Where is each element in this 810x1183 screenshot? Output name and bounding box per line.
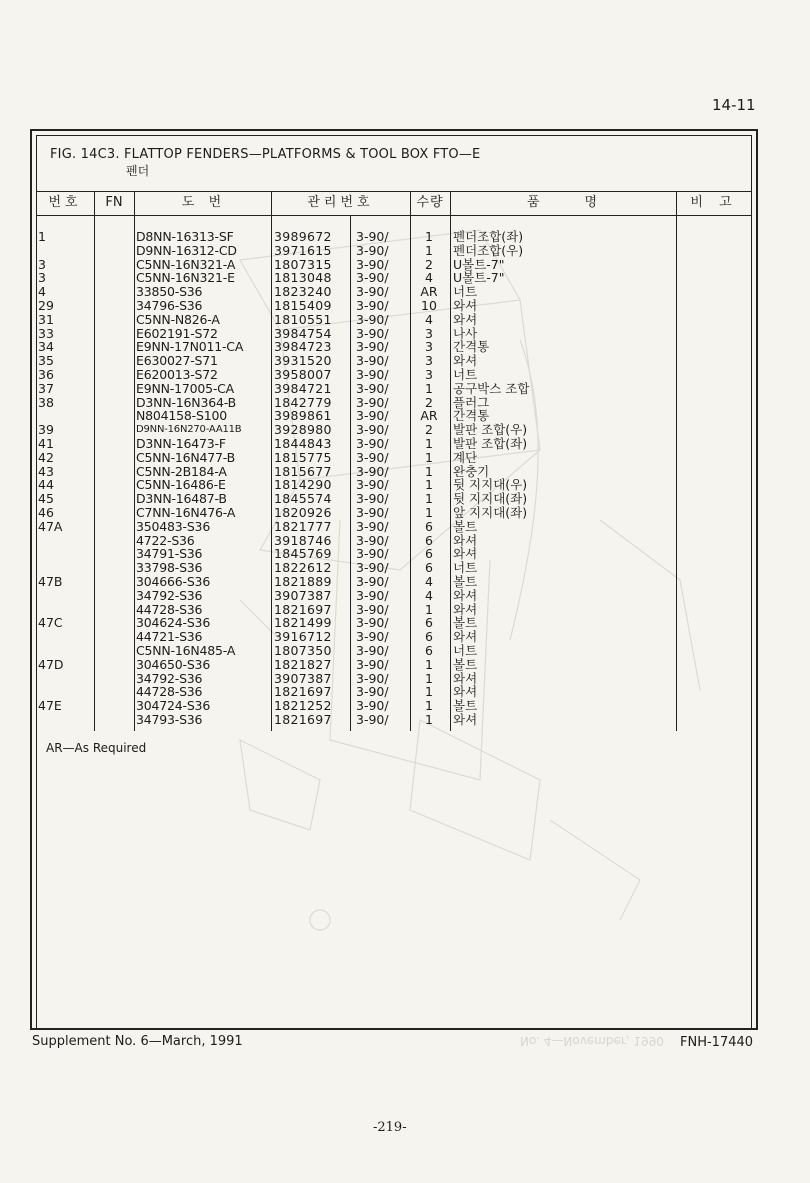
row-description: 너트 bbox=[453, 284, 478, 300]
row-quantity: 6 bbox=[425, 629, 433, 645]
row-description: U볼트-7" bbox=[453, 270, 505, 286]
row-key-number: 36 bbox=[38, 367, 54, 382]
table-row bbox=[0, 644, 760, 658]
row-part-number: 304724-S36 bbox=[136, 698, 211, 714]
row-ref-number: 3918746 bbox=[274, 532, 332, 548]
row-revision: 3-90/ bbox=[356, 587, 389, 603]
row-revision: 3-90/ bbox=[356, 518, 389, 534]
row-revision: 3-90/ bbox=[356, 684, 389, 700]
row-quantity: 3 bbox=[425, 353, 433, 369]
row-key-number: 41 bbox=[38, 436, 54, 451]
row-ref-number: 3984723 bbox=[274, 339, 332, 355]
row-part-number: C5NN-2B184-A bbox=[136, 463, 227, 479]
row-ref-number: 1842779 bbox=[274, 394, 332, 410]
row-ref-number: 3984721 bbox=[274, 380, 332, 396]
row-ref-number: 3928980 bbox=[274, 422, 332, 438]
row-revision: 3-90/ bbox=[356, 656, 389, 672]
row-quantity: 2 bbox=[425, 256, 433, 272]
row-description: 계단 bbox=[453, 449, 478, 465]
row-description: 뒷 지지대(우) bbox=[453, 477, 528, 493]
row-part-number: 34796-S36 bbox=[136, 298, 203, 313]
table-row bbox=[0, 299, 760, 313]
row-ref-number: 1821697 bbox=[274, 712, 332, 727]
row-part-number: 44721-S36 bbox=[136, 629, 203, 645]
row-quantity: 2 bbox=[425, 394, 433, 410]
table-row bbox=[0, 368, 760, 382]
row-quantity: 6 bbox=[425, 643, 433, 658]
row-description: 와셔 bbox=[453, 546, 478, 562]
row-quantity: 4 bbox=[425, 587, 433, 603]
row-key-number: 45 bbox=[38, 491, 54, 507]
row-key-number: 47B bbox=[38, 574, 63, 589]
row-description: 와셔 bbox=[453, 684, 478, 700]
row-ref-number: 1821697 bbox=[274, 684, 332, 700]
row-quantity: 1 bbox=[425, 505, 433, 520]
row-part-number: C5NN-N826-A bbox=[136, 311, 220, 327]
row-revision: 3-90/ bbox=[356, 339, 389, 355]
row-key-number: 47C bbox=[38, 615, 63, 631]
row-revision: 3-90/ bbox=[356, 477, 389, 493]
row-ref-number: 1821777 bbox=[274, 518, 332, 534]
row-description: 펜더조합(좌) bbox=[453, 229, 524, 244]
row-quantity: 2 bbox=[425, 422, 433, 438]
table-row bbox=[0, 589, 760, 603]
row-part-number: E9NN-17005-CA bbox=[136, 380, 235, 396]
header-remarks: 비 고 bbox=[690, 195, 738, 210]
row-key-number: 43 bbox=[38, 463, 54, 479]
row-revision: 3-90/ bbox=[356, 380, 389, 396]
row-part-number: E630027-S71 bbox=[136, 353, 218, 369]
row-part-number: 4722-S36 bbox=[136, 532, 195, 548]
row-key-number: 38 bbox=[38, 394, 54, 410]
row-quantity: 6 bbox=[425, 560, 433, 576]
row-description: 볼트 bbox=[453, 656, 478, 672]
row-revision: 3-90/ bbox=[356, 546, 389, 562]
row-quantity: 3 bbox=[425, 325, 433, 341]
row-ref-number: 3907387 bbox=[274, 670, 332, 686]
table-row bbox=[0, 713, 760, 727]
row-revision: 3-90/ bbox=[356, 284, 389, 300]
row-ref-number: 1813048 bbox=[274, 270, 332, 286]
row-quantity: 6 bbox=[425, 546, 433, 562]
row-revision: 3-90/ bbox=[356, 629, 389, 645]
row-part-number: 350483-S36 bbox=[136, 518, 211, 534]
figure-subtitle: 펜더 bbox=[126, 164, 150, 178]
row-part-number: E602191-S72 bbox=[136, 325, 218, 341]
page-ref: 14-11 bbox=[712, 96, 756, 114]
row-description: 발판 조합(좌) bbox=[453, 436, 528, 451]
row-ref-number: 1820926 bbox=[274, 505, 332, 520]
table-row bbox=[0, 451, 760, 465]
row-ref-number: 1845769 bbox=[274, 546, 332, 562]
row-ref-number: 1821827 bbox=[274, 656, 332, 672]
row-part-number: E620013-S72 bbox=[136, 367, 218, 382]
row-ref-number: 3907387 bbox=[274, 587, 332, 603]
row-part-number: C5NN-16N321-E bbox=[136, 270, 235, 286]
row-quantity: 1 bbox=[425, 477, 433, 493]
row-ref-number: 3984754 bbox=[274, 325, 332, 341]
header-description: 품 명 bbox=[526, 195, 600, 210]
row-part-number: C5NN-16N477-B bbox=[136, 449, 236, 465]
row-ref-number: 1815775 bbox=[274, 449, 332, 465]
row-key-number: 29 bbox=[38, 298, 54, 313]
row-revision: 3-90/ bbox=[356, 449, 389, 465]
row-part-number: D3NN-16487-B bbox=[136, 491, 227, 507]
row-description: 와셔 bbox=[453, 532, 478, 548]
row-revision: 3-90/ bbox=[356, 422, 389, 438]
row-revision: 3-90/ bbox=[356, 574, 389, 589]
row-quantity: 3 bbox=[425, 339, 433, 355]
row-part-number: 34793-S36 bbox=[136, 712, 203, 727]
row-part-number: 44728-S36 bbox=[136, 684, 203, 700]
row-part-number: C7NN-16N476-A bbox=[136, 505, 236, 520]
row-quantity: 1 bbox=[425, 242, 433, 258]
row-description: 와셔 bbox=[453, 298, 478, 313]
row-ref-number: 3931520 bbox=[274, 353, 332, 369]
row-revision: 3-90/ bbox=[356, 532, 389, 548]
row-description: 너트 bbox=[453, 367, 478, 382]
row-revision: 3-90/ bbox=[356, 367, 389, 382]
row-description: 볼트 bbox=[453, 698, 478, 714]
row-quantity: AR bbox=[420, 408, 438, 424]
row-part-number: D3NN-16N364-B bbox=[136, 394, 236, 410]
row-revision: 3-90/ bbox=[356, 311, 389, 327]
row-ref-number: 1807350 bbox=[274, 643, 332, 658]
row-quantity: 1 bbox=[425, 449, 433, 465]
row-key-number: 33 bbox=[38, 325, 54, 341]
row-key-number: 46 bbox=[38, 505, 54, 520]
row-key-number: 3 bbox=[38, 256, 46, 272]
row-part-number: 33798-S36 bbox=[136, 560, 203, 576]
row-part-number: D3NN-16473-F bbox=[136, 436, 226, 451]
row-key-number: 37 bbox=[38, 380, 54, 396]
row-quantity: AR bbox=[420, 284, 438, 300]
row-quantity: 10 bbox=[421, 298, 437, 313]
row-description: 와셔 bbox=[453, 311, 478, 327]
row-description: 와셔 bbox=[453, 629, 478, 645]
row-revision: 3-90/ bbox=[356, 270, 389, 286]
row-revision: 3-90/ bbox=[356, 643, 389, 658]
figure-title: FIG. 14C3. FLATTOP FENDERS—PLATFORMS & TOOL BOX FTO—E bbox=[50, 147, 481, 162]
row-revision: 3-90/ bbox=[356, 560, 389, 576]
row-revision: 3-90/ bbox=[356, 698, 389, 714]
row-description: 와셔 bbox=[453, 587, 478, 603]
row-quantity: 1 bbox=[425, 698, 433, 714]
row-description: 볼트 bbox=[453, 574, 478, 589]
row-quantity: 1 bbox=[425, 491, 433, 507]
row-ref-number: 3989672 bbox=[274, 229, 332, 244]
row-key-number: 3 bbox=[38, 270, 46, 286]
supplement-note: Supplement No. 6—March, 1991 bbox=[32, 1034, 243, 1049]
row-key-number: 34 bbox=[38, 339, 54, 355]
row-part-number: D9NN-16N270-AA11B bbox=[136, 424, 242, 436]
row-ref-number: 3971615 bbox=[274, 242, 332, 258]
table-row bbox=[0, 244, 760, 258]
row-key-number: 4 bbox=[38, 284, 46, 300]
row-quantity: 4 bbox=[425, 270, 433, 286]
row-quantity: 1 bbox=[425, 463, 433, 479]
row-ref-number: 1807315 bbox=[274, 256, 332, 272]
row-description: 펜더조합(우) bbox=[453, 242, 524, 258]
row-part-number: 33850-S36 bbox=[136, 284, 203, 300]
row-quantity: 1 bbox=[425, 436, 433, 451]
row-ref-number: 1822612 bbox=[274, 560, 332, 576]
row-ref-number: 3916712 bbox=[274, 629, 332, 645]
row-revision: 3-90/ bbox=[356, 712, 389, 727]
row-description: 뒷 지지대(좌) bbox=[453, 491, 528, 507]
row-description: 나사 bbox=[453, 325, 478, 341]
row-revision: 3-90/ bbox=[356, 615, 389, 631]
row-ref-number: 1810551 bbox=[274, 311, 332, 327]
row-revision: 3-90/ bbox=[356, 325, 389, 341]
header-no: 번호 bbox=[48, 195, 82, 210]
row-key-number: 39 bbox=[38, 422, 54, 438]
table-row bbox=[0, 575, 760, 589]
row-key-number: 47D bbox=[38, 656, 64, 672]
row-key-number: 31 bbox=[38, 311, 54, 327]
row-part-number: D9NN-16312-CD bbox=[136, 242, 237, 258]
row-revision: 3-90/ bbox=[356, 670, 389, 686]
row-quantity: 4 bbox=[425, 574, 433, 589]
row-part-number: 34791-S36 bbox=[136, 546, 203, 562]
row-description: 너트 bbox=[453, 643, 478, 658]
row-revision: 3-90/ bbox=[356, 256, 389, 272]
row-ref-number: 1815409 bbox=[274, 298, 332, 313]
row-key-number: 47E bbox=[38, 698, 62, 714]
row-quantity: 3 bbox=[425, 367, 433, 382]
row-quantity: 1 bbox=[425, 656, 433, 672]
row-key-number: 35 bbox=[38, 353, 54, 369]
row-ref-number: 1821499 bbox=[274, 615, 332, 631]
row-part-number: 304624-S36 bbox=[136, 615, 211, 631]
row-key-number: 47A bbox=[38, 518, 63, 534]
row-key-number: 42 bbox=[38, 449, 54, 465]
row-description: 플러그 bbox=[453, 394, 490, 410]
row-revision: 3-90/ bbox=[356, 491, 389, 507]
row-part-number: 44728-S36 bbox=[136, 601, 203, 617]
row-quantity: 1 bbox=[425, 229, 433, 244]
row-description: 볼트 bbox=[453, 615, 478, 631]
row-description: 와셔 bbox=[453, 353, 478, 369]
row-revision: 3-90/ bbox=[356, 408, 389, 424]
row-revision: 3-90/ bbox=[356, 229, 389, 244]
footer-ghost-text: No. 4—November, 1990 bbox=[520, 1034, 664, 1048]
row-description: 볼트 bbox=[453, 518, 478, 534]
row-part-number: C5NN-16N321-A bbox=[136, 256, 236, 272]
row-ref-number: 1821252 bbox=[274, 698, 332, 714]
row-description: 와셔 bbox=[453, 601, 478, 617]
row-description: 간격통 bbox=[453, 408, 490, 424]
row-revision: 3-90/ bbox=[356, 505, 389, 520]
row-part-number: 304666-S36 bbox=[136, 574, 211, 589]
row-description: 너트 bbox=[453, 560, 478, 576]
row-quantity: 6 bbox=[425, 518, 433, 534]
row-revision: 3-90/ bbox=[356, 394, 389, 410]
row-quantity: 4 bbox=[425, 311, 433, 327]
row-ref-number: 1823240 bbox=[274, 284, 332, 300]
row-quantity: 1 bbox=[425, 684, 433, 700]
row-part-number: E9NN-17N011-CA bbox=[136, 339, 244, 355]
row-quantity: 1 bbox=[425, 712, 433, 727]
row-description: 발판 조합(우) bbox=[453, 422, 528, 438]
table-row bbox=[0, 382, 760, 396]
row-part-number: C5NN-16486-E bbox=[136, 477, 226, 493]
row-description: U볼트-7" bbox=[453, 256, 505, 272]
row-description: 와셔 bbox=[453, 670, 478, 686]
row-revision: 3-90/ bbox=[356, 353, 389, 369]
row-part-number: 34792-S36 bbox=[136, 670, 203, 686]
table-row bbox=[0, 230, 760, 244]
row-ref-number: 1845574 bbox=[274, 491, 332, 507]
row-ref-number: 1821889 bbox=[274, 574, 332, 589]
header-fn: FN bbox=[105, 195, 123, 210]
row-description: 앞 지지대(좌) bbox=[453, 505, 528, 520]
row-description: 와셔 bbox=[453, 712, 478, 727]
header-bottom-rule bbox=[36, 215, 752, 216]
document-number: FNH-17440 bbox=[680, 1035, 754, 1050]
row-description: 간격통 bbox=[453, 339, 490, 355]
row-ref-number: 1814290 bbox=[274, 477, 332, 493]
page-number: -219- bbox=[373, 1120, 407, 1135]
row-quantity: 1 bbox=[425, 380, 433, 396]
table-row bbox=[0, 437, 760, 451]
row-key-number: 44 bbox=[38, 477, 54, 493]
row-quantity: 6 bbox=[425, 532, 433, 548]
header-part-number: 도 번 bbox=[181, 195, 224, 210]
row-part-number: 34792-S36 bbox=[136, 587, 203, 603]
row-revision: 3-90/ bbox=[356, 242, 389, 258]
ar-note: AR—As Required bbox=[46, 741, 147, 755]
table-row bbox=[0, 658, 760, 672]
row-part-number: 304650-S36 bbox=[136, 656, 211, 672]
row-quantity: 1 bbox=[425, 601, 433, 617]
row-ref-number: 1821697 bbox=[274, 601, 332, 617]
table-row bbox=[0, 506, 760, 520]
table-row bbox=[0, 520, 760, 534]
row-revision: 3-90/ bbox=[356, 298, 389, 313]
row-description: 공구박스 조합 bbox=[453, 380, 530, 396]
row-description: 완충기 bbox=[453, 463, 490, 479]
row-revision: 3-90/ bbox=[356, 463, 389, 479]
row-part-number: C5NN-16N485-A bbox=[136, 643, 236, 658]
header-top-rule bbox=[36, 191, 752, 192]
row-quantity: 6 bbox=[425, 615, 433, 631]
header-ref-number: 관리번호 bbox=[307, 195, 374, 210]
row-revision: 3-90/ bbox=[356, 436, 389, 451]
row-part-number: D8NN-16313-SF bbox=[136, 229, 234, 244]
row-ref-number: 1844843 bbox=[274, 436, 332, 451]
row-ref-number: 3989861 bbox=[274, 408, 332, 424]
row-revision: 3-90/ bbox=[356, 601, 389, 617]
row-key-number: 1 bbox=[38, 229, 46, 244]
row-ref-number: 3958007 bbox=[274, 367, 332, 382]
row-ref-number: 1815677 bbox=[274, 463, 332, 479]
row-quantity: 1 bbox=[425, 670, 433, 686]
header-quantity: 수량 bbox=[416, 195, 444, 210]
row-part-number: N804158-S100 bbox=[136, 408, 227, 424]
table-row bbox=[0, 313, 760, 327]
